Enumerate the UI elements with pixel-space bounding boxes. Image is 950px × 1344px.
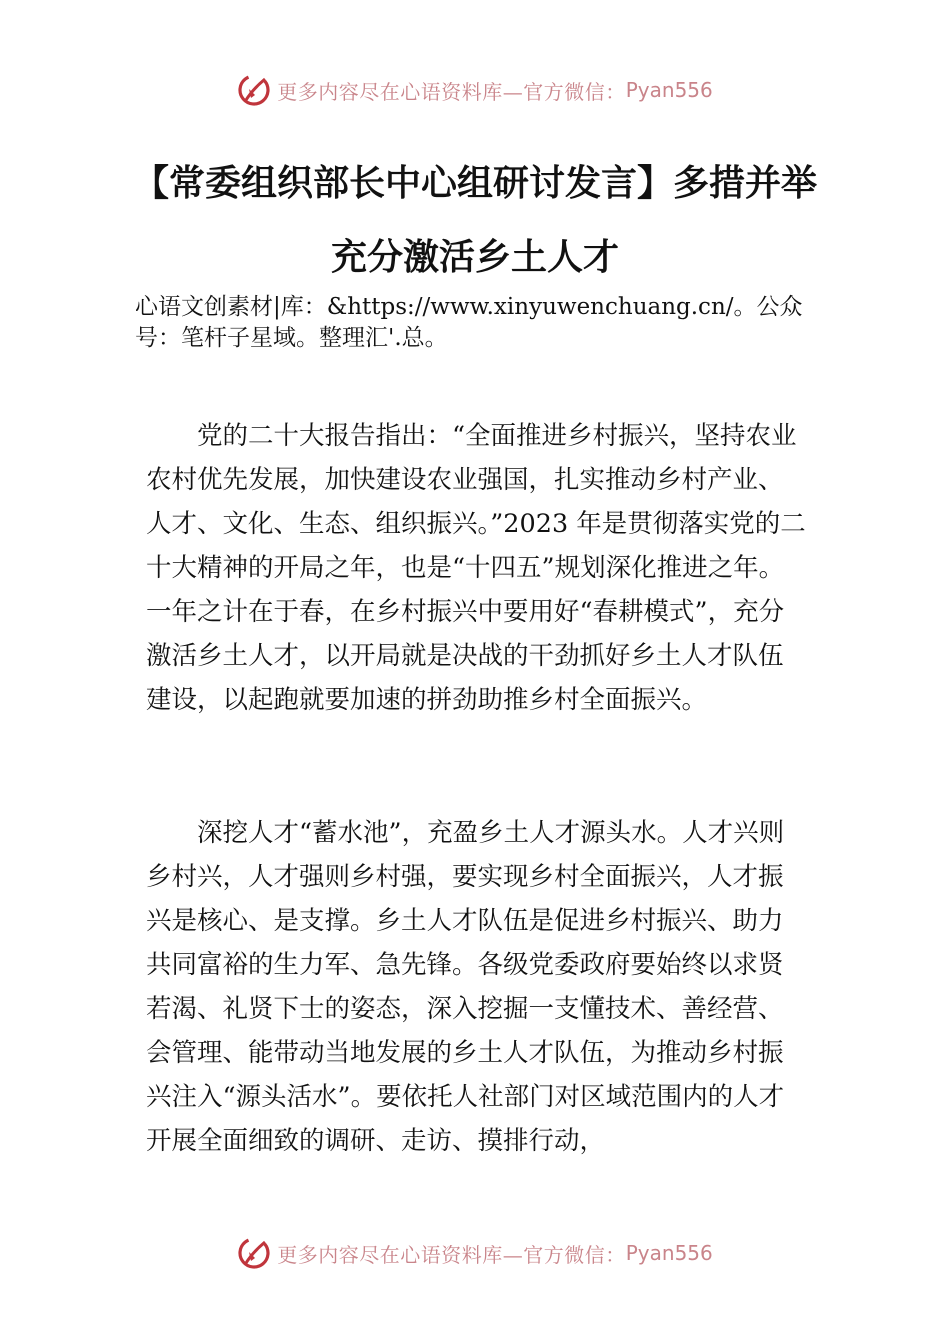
body-paragraph-1: 党的二十大报告指出：“全面推进乡村振兴，坚持农业农村优先发展，加快建设农业强国，扎实推动乡村产业、人才、文化、生态、组织振兴。”2023 年是贯彻落实党的二十大精神的开局之年，也是“十四五”规划深化推进之年。一年之计在于春，在乡村振兴中要用好“春耕模式”，充分激活乡土人才，以开局就是决战的干劲抓好乡土人才队伍建设，以起跑就要加速的拼劲助推乡村全面振兴。 bbox=[146, 421, 806, 715]
banner-text: 更多内容尽在心语资料库—官方微信： bbox=[277, 79, 626, 104]
body-paragraph-2: 深挖人才“蓄水池”，充盈乡土人才源头水。人才兴则乡村兴，人才强则乡村强，要实现乡村全面振兴，人才振兴是核心、是支撑。乡土人才队伍是促进乡村振兴、助力共同富裕的生力军、急先锋。各级党委政府要始终以求贤若渴、礼贤下士的姿态，深入挖掘一支懂技术、善经营、会管理、能带动当地发展的乡土人才队伍，为推动乡村振兴注入“源头活水”。要依托人社部门对区域范围内的人才开展全面细致的调研、走访、摸排行动， bbox=[146, 818, 785, 1156]
header-banner bbox=[0, 70, 950, 110]
banner-text: 更多内容尽在心语资料库—官方微信： bbox=[277, 1242, 626, 1267]
brush-logo-icon bbox=[237, 1236, 271, 1270]
source-note: 心语文创素材|库：&https://www.xinyuwenchuang.cn/。公众号：笔杆子星域。整理汇'.总。 bbox=[135, 294, 803, 351]
banner-wechat-id: Pyan556 bbox=[625, 78, 713, 102]
footer-banner bbox=[0, 1233, 950, 1273]
document-title-line1: 【常委组织部长中心组研讨发言】多措并举 bbox=[132, 163, 817, 204]
brush-logo-icon bbox=[237, 73, 271, 107]
banner-wechat-id: Pyan556 bbox=[625, 1241, 713, 1265]
document-title-line2: 充分激活乡土人才 bbox=[330, 237, 619, 278]
